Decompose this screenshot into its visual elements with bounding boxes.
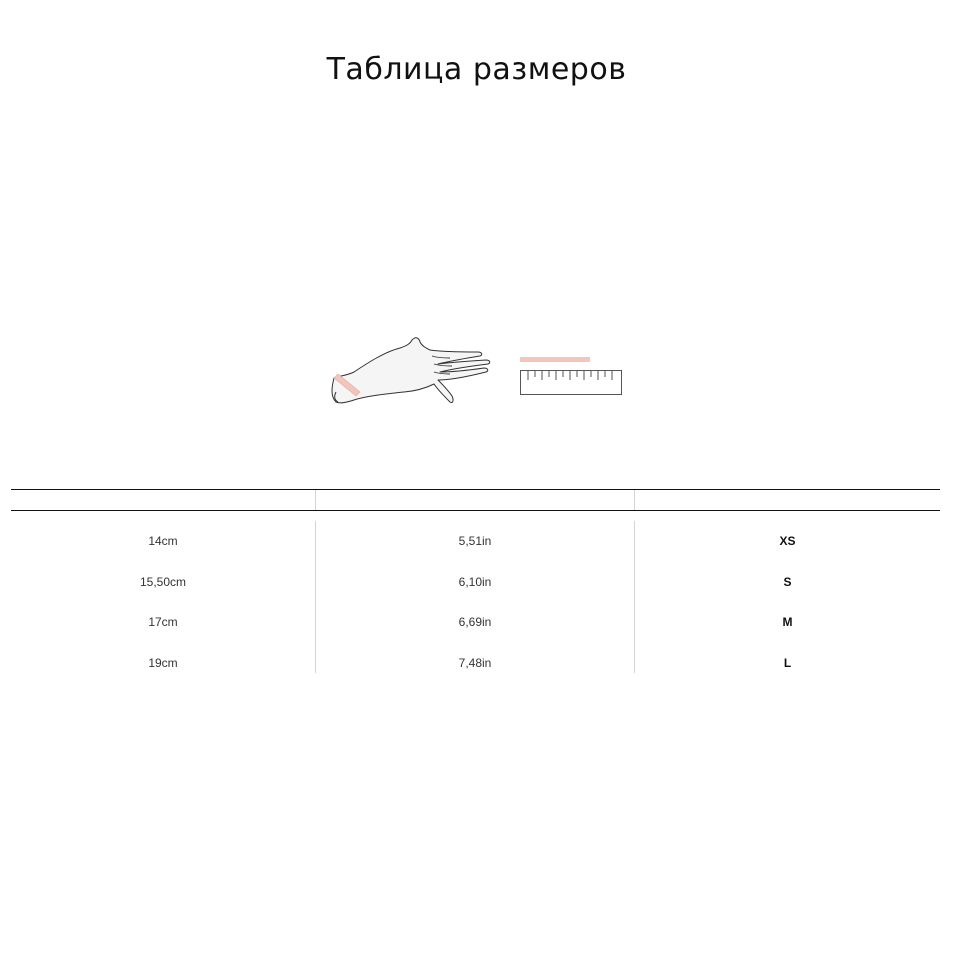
- column-size: [635, 521, 940, 673]
- measurement-illustration: [326, 334, 626, 410]
- ruler-icon: [521, 371, 622, 395]
- cell-in: 7,48in: [458, 655, 492, 670]
- table-body: [11, 511, 940, 673]
- cell-in: 5,51in: [458, 534, 492, 548]
- column-in: [316, 521, 635, 673]
- cell-in: 6,10in: [458, 574, 492, 589]
- cell-cm: 14cm: [148, 534, 178, 548]
- cell-size: L: [783, 655, 792, 670]
- column-cm: [11, 521, 316, 673]
- size-table: [11, 489, 940, 673]
- cell-cm: 15,50cm: [139, 574, 187, 589]
- cell-size: M: [782, 615, 793, 629]
- cell-cm: 19cm: [148, 655, 178, 670]
- hand-with-bracelet-icon: [332, 338, 490, 403]
- cell-size: XS: [779, 534, 796, 548]
- header-cm: [11, 490, 316, 510]
- cell-in: 6,69in: [458, 615, 492, 629]
- page-title: Таблица размеров: [326, 52, 627, 87]
- table-header: [11, 489, 940, 511]
- cell-size: S: [783, 574, 792, 589]
- cell-cm: 17cm: [148, 615, 178, 629]
- header-size: [635, 490, 940, 510]
- header-in: [316, 490, 635, 510]
- measure-band: [520, 357, 590, 362]
